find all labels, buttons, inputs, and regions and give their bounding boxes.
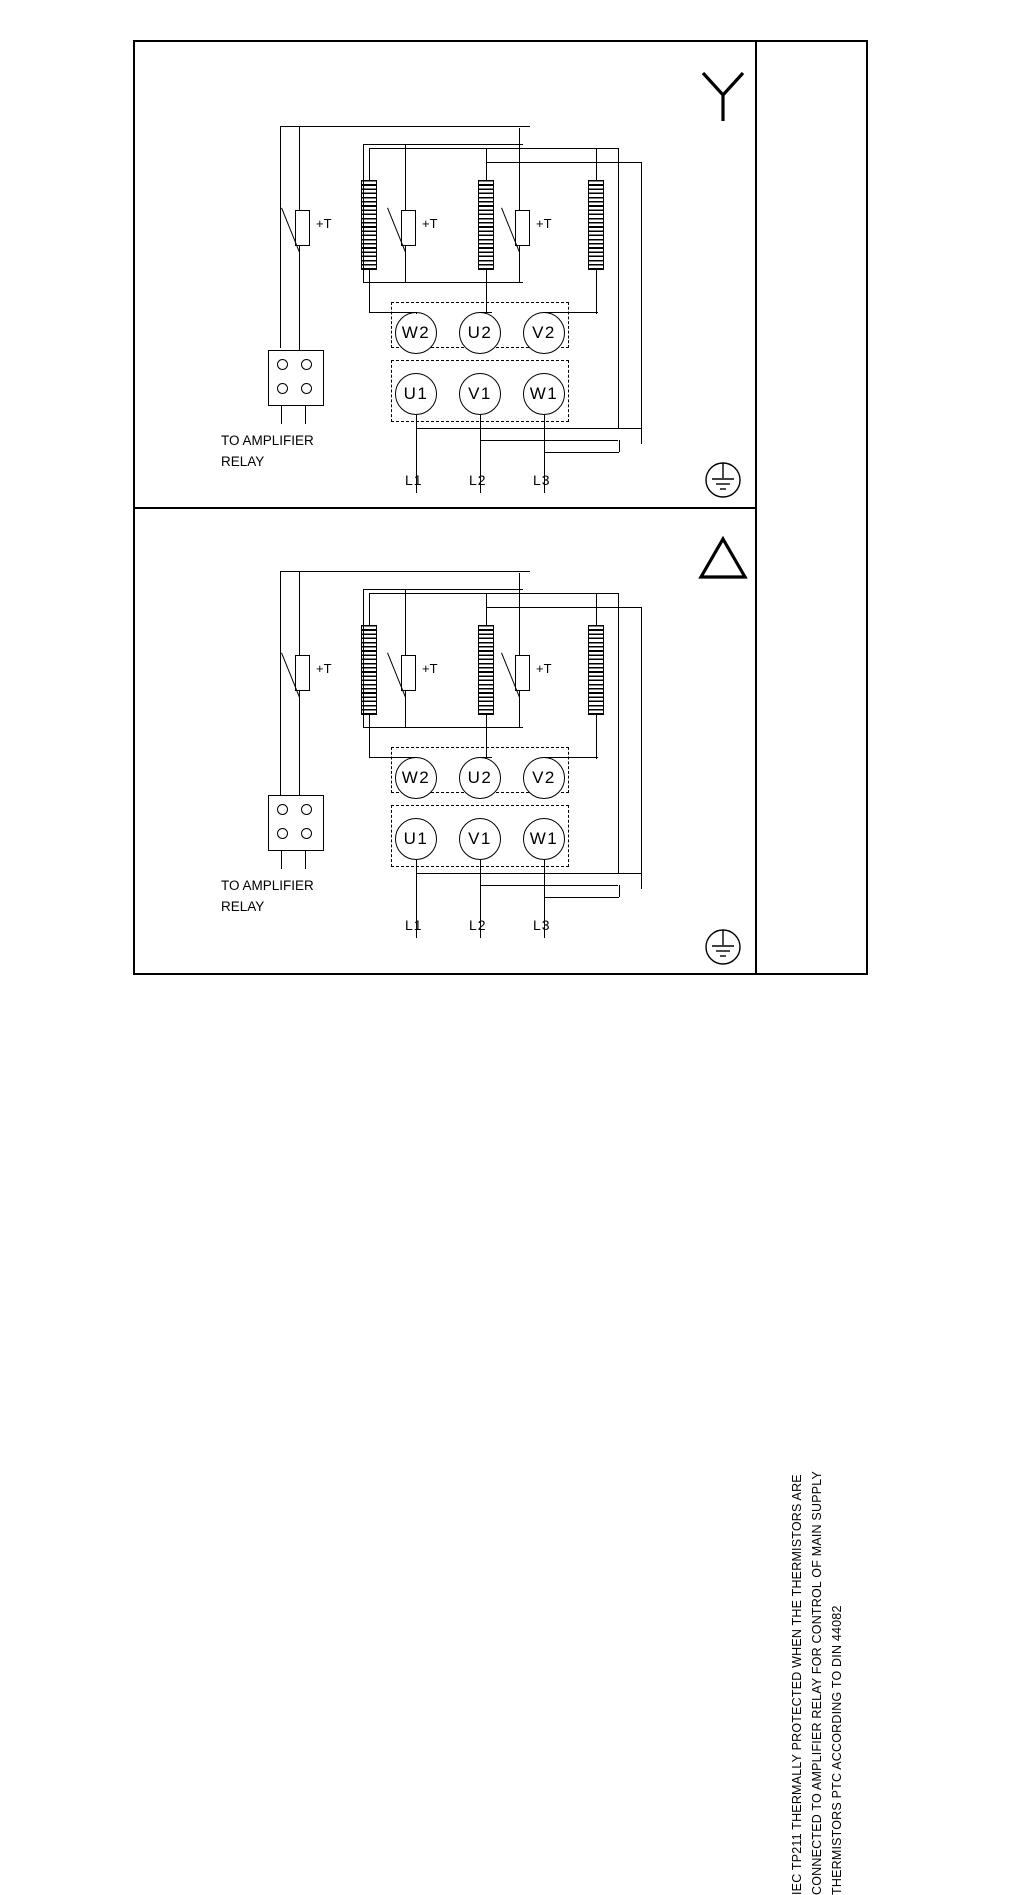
thermistor-chain-wire-top-1 bbox=[280, 126, 530, 127]
panel-star bbox=[133, 40, 755, 507]
connector-hole-1 bbox=[277, 804, 288, 815]
coil-1-lead-top bbox=[369, 593, 370, 625]
coil2-to-u2 bbox=[480, 757, 492, 758]
connector-hole-3 bbox=[277, 383, 288, 394]
thermistor-2-lead-bottom bbox=[405, 691, 406, 727]
coil-2-lead-top bbox=[486, 148, 487, 180]
note-column bbox=[757, 40, 867, 1895]
phase-l1-branch bbox=[416, 873, 641, 874]
earth-ground-icon bbox=[693, 922, 753, 977]
thermistor-1 bbox=[295, 655, 310, 691]
coil-1-lead-top bbox=[369, 148, 370, 180]
thermistor-chain-wire-top-2 bbox=[363, 144, 523, 145]
terminal-w1: W1 bbox=[523, 373, 565, 415]
amplifier-connector-block bbox=[268, 350, 324, 406]
thermistor-2-label: +T bbox=[422, 216, 438, 231]
note-line-2: CONNECTED TO AMPLIFIER RELAY FOR CONTROL OF MAIN SUPPLY bbox=[810, 1470, 824, 1895]
coil-1-lead-bottom bbox=[369, 270, 370, 312]
loop-wire-top-2 bbox=[486, 162, 642, 163]
delta-connection-icon bbox=[693, 527, 753, 592]
connector-lead-2 bbox=[305, 851, 306, 869]
thermistor-2 bbox=[401, 210, 416, 246]
thermistor-1 bbox=[295, 210, 310, 246]
thermistor-chain-left-drop bbox=[280, 571, 281, 801]
coil-1-lead-bottom bbox=[369, 715, 370, 757]
phase-l2-branch bbox=[480, 885, 618, 886]
thermistor-1-label: +T bbox=[316, 216, 332, 231]
terminal-u2: U2 bbox=[459, 312, 501, 354]
coil-3-lead-top bbox=[596, 593, 597, 625]
terminal-w1: W1 bbox=[523, 818, 565, 860]
star-connection-icon bbox=[693, 65, 753, 130]
coil-2-lead-top bbox=[486, 593, 487, 625]
phase-l3-branch bbox=[544, 897, 619, 898]
amplifier-connector-block bbox=[268, 795, 324, 851]
terminal-w2: W2 bbox=[395, 757, 437, 799]
loop-wire-top-1 bbox=[369, 593, 619, 594]
thermistor-2 bbox=[401, 655, 416, 691]
terminal-u2: U2 bbox=[459, 757, 501, 799]
coil3-drop bbox=[596, 270, 597, 314]
loop-wire-top-1 bbox=[369, 148, 619, 149]
earth-ground-icon bbox=[693, 455, 753, 510]
phase-label-l3: L3 bbox=[533, 917, 551, 933]
terminal-v1: V1 bbox=[459, 818, 501, 860]
phase-l3-branch bbox=[544, 452, 619, 453]
thermistor-1-lead-top bbox=[299, 571, 300, 655]
thermistor-2-label: +T bbox=[422, 661, 438, 676]
thermistor-chain-wire-top-1 bbox=[280, 571, 530, 572]
thermistor-1-label: +T bbox=[316, 661, 332, 676]
thermistor-2-lead-top bbox=[405, 589, 406, 655]
note-line-3: THERMISTORS PTC ACCORDING TO DIN 44082 bbox=[830, 1605, 844, 1895]
thermistor-chain-wire-top-2 bbox=[363, 589, 523, 590]
connector-hole-4 bbox=[301, 383, 312, 394]
thermistor-3 bbox=[515, 210, 530, 246]
coil-3-lead-top bbox=[596, 148, 597, 180]
connector-hole-4 bbox=[301, 828, 312, 839]
thermistor-chain-mid-link bbox=[363, 589, 364, 727]
coil3-to-v2 bbox=[544, 312, 598, 313]
thermistor-chain-wire-bottom bbox=[363, 727, 523, 728]
thermistor-3-label: +T bbox=[536, 216, 552, 231]
thermistor-2-lead-top bbox=[405, 144, 406, 210]
phase-l1-branch bbox=[416, 428, 641, 429]
connector-hole-2 bbox=[301, 804, 312, 815]
terminal-u1: U1 bbox=[395, 373, 437, 415]
amplifier-label-line2: RELAY bbox=[221, 899, 265, 914]
coil1-to-w2 bbox=[369, 312, 417, 313]
thermistor-chain-left-drop bbox=[280, 126, 281, 348]
phase-l2-branch bbox=[480, 440, 618, 441]
loop-wire-right-2 bbox=[641, 607, 642, 889]
terminal-v2: V2 bbox=[523, 757, 565, 799]
amplifier-label-line1: TO AMPLIFIER bbox=[221, 878, 314, 893]
thermistor-3 bbox=[515, 655, 530, 691]
terminal-v2: V2 bbox=[523, 312, 565, 354]
phase-label-l1: L1 bbox=[405, 917, 423, 933]
coil1-w2-link bbox=[416, 312, 417, 314]
thermistor-3-lead-bottom bbox=[519, 691, 520, 727]
coil-winding-3 bbox=[588, 180, 604, 270]
thermistor-3-lead-top bbox=[519, 128, 520, 210]
connector-hole-3 bbox=[277, 828, 288, 839]
coil-winding-2 bbox=[478, 625, 494, 715]
phase-branch-link bbox=[619, 885, 620, 897]
terminal-u1: U1 bbox=[395, 818, 437, 860]
panel-delta bbox=[133, 507, 755, 974]
connector-hole-1 bbox=[277, 359, 288, 370]
loop-wire-top-2 bbox=[486, 607, 642, 608]
phase-label-l1: L1 bbox=[405, 472, 423, 488]
note-line-1: IEC TP211 THERMALLY PROTECTED WHEN THE THERMISTORS ARE bbox=[790, 1474, 804, 1895]
amplifier-label-line2: RELAY bbox=[221, 454, 265, 469]
loop-wire-right-1 bbox=[618, 148, 619, 428]
loop-wire-right-1 bbox=[618, 593, 619, 873]
coil3-drop bbox=[596, 715, 597, 759]
phase-branch-link bbox=[619, 440, 620, 452]
phase-label-l2: L2 bbox=[469, 917, 487, 933]
thermistor-chain-mid-link bbox=[363, 144, 364, 282]
connector-hole-2 bbox=[301, 359, 312, 370]
thermistor-1-lead-bottom bbox=[299, 246, 300, 356]
thermistor-2-lead-bottom bbox=[405, 246, 406, 282]
coil-winding-2 bbox=[478, 180, 494, 270]
terminal-v1: V1 bbox=[459, 373, 501, 415]
phase-label-l2: L2 bbox=[469, 472, 487, 488]
thermistor-3-label: +T bbox=[536, 661, 552, 676]
thermistor-3-lead-bottom bbox=[519, 246, 520, 282]
amplifier-label-line1: TO AMPLIFIER bbox=[221, 433, 314, 448]
connector-lead-1 bbox=[281, 851, 282, 869]
coil-winding-3 bbox=[588, 625, 604, 715]
coil3-to-v2 bbox=[544, 757, 598, 758]
coil1-to-w2 bbox=[369, 757, 417, 758]
thermistor-chain-wire-bottom bbox=[363, 282, 523, 283]
thermistor-3-lead-top bbox=[519, 573, 520, 655]
thermistor-1-lead-top bbox=[299, 126, 300, 210]
terminal-w2: W2 bbox=[395, 312, 437, 354]
loop-wire-right-2 bbox=[641, 162, 642, 444]
connector-lead-1 bbox=[281, 406, 282, 424]
phase-label-l3: L3 bbox=[533, 472, 551, 488]
thermistor-1-lead-bottom bbox=[299, 691, 300, 801]
coil2-to-u2 bbox=[480, 312, 492, 313]
connector-lead-2 bbox=[305, 406, 306, 424]
